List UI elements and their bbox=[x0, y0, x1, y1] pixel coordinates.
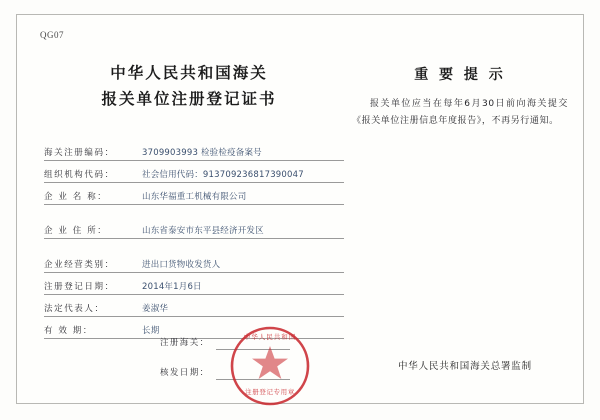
field-underline bbox=[44, 316, 344, 317]
field-row bbox=[44, 280, 344, 296]
field-row bbox=[44, 258, 344, 274]
field-value: 山东华福重工机械有限公司 bbox=[142, 192, 247, 202]
field-value: 进出口货物收发货人 bbox=[142, 260, 221, 270]
registrar-label: 注册海关： bbox=[160, 338, 210, 348]
field-value: 长期 bbox=[142, 326, 160, 336]
notice-title: 重 要 提 示 bbox=[414, 67, 506, 83]
field-row bbox=[44, 146, 344, 162]
field-value: 姜淑华 bbox=[142, 304, 169, 314]
title-line-1: 中华人民共和国海关 bbox=[110, 64, 268, 82]
field-value: 2014年1月6日 bbox=[142, 282, 202, 292]
field-row bbox=[44, 302, 344, 318]
field-underline bbox=[44, 272, 344, 273]
field-label: 注册登记日期： bbox=[44, 282, 115, 292]
certificate-title bbox=[44, 60, 334, 112]
official-seal bbox=[228, 324, 312, 408]
field-label: 组织机构代码： bbox=[44, 170, 115, 180]
field-underline bbox=[44, 160, 344, 161]
issuer-line: 中华人民共和国海关总署监制 bbox=[398, 361, 532, 372]
seal-bottom-text: 注册登记专用章 bbox=[245, 388, 295, 396]
field-row bbox=[44, 224, 344, 240]
notice-body: 报关单位应当在每年6月30日前向海关提交《报关单位注册信息年度报告》，不再另行通知。 bbox=[352, 99, 568, 126]
field-row bbox=[44, 190, 344, 206]
field-label: 法定代表人： bbox=[44, 304, 105, 314]
field-row bbox=[44, 168, 344, 184]
field-underline bbox=[44, 238, 344, 239]
field-label: 企 业 住 所： bbox=[44, 226, 108, 236]
seal-circle-icon bbox=[228, 324, 312, 408]
field-label: 海关注册编码： bbox=[44, 148, 115, 158]
issue-date-label: 核发日期： bbox=[160, 368, 210, 378]
field-underline bbox=[44, 294, 344, 295]
document-code: QG07 bbox=[40, 30, 64, 40]
field-value: 3709903993 检验检疫备案号 bbox=[142, 148, 262, 158]
title-line-2: 报关单位注册登记证书 bbox=[101, 90, 277, 108]
seal-arc-text: 中华人民共和国 bbox=[243, 333, 297, 341]
field-underline bbox=[44, 182, 344, 183]
field-label: 有 效 期： bbox=[44, 326, 94, 336]
field-label: 企 业 名 称： bbox=[44, 192, 108, 202]
field-value: 社会信用代码：913709236817390047 bbox=[142, 170, 304, 180]
field-underline bbox=[44, 204, 344, 205]
field-label: 企业经营类别： bbox=[44, 260, 115, 270]
field-value: 山东省泰安市东平县经济开发区 bbox=[142, 226, 264, 236]
field-list bbox=[44, 146, 344, 346]
